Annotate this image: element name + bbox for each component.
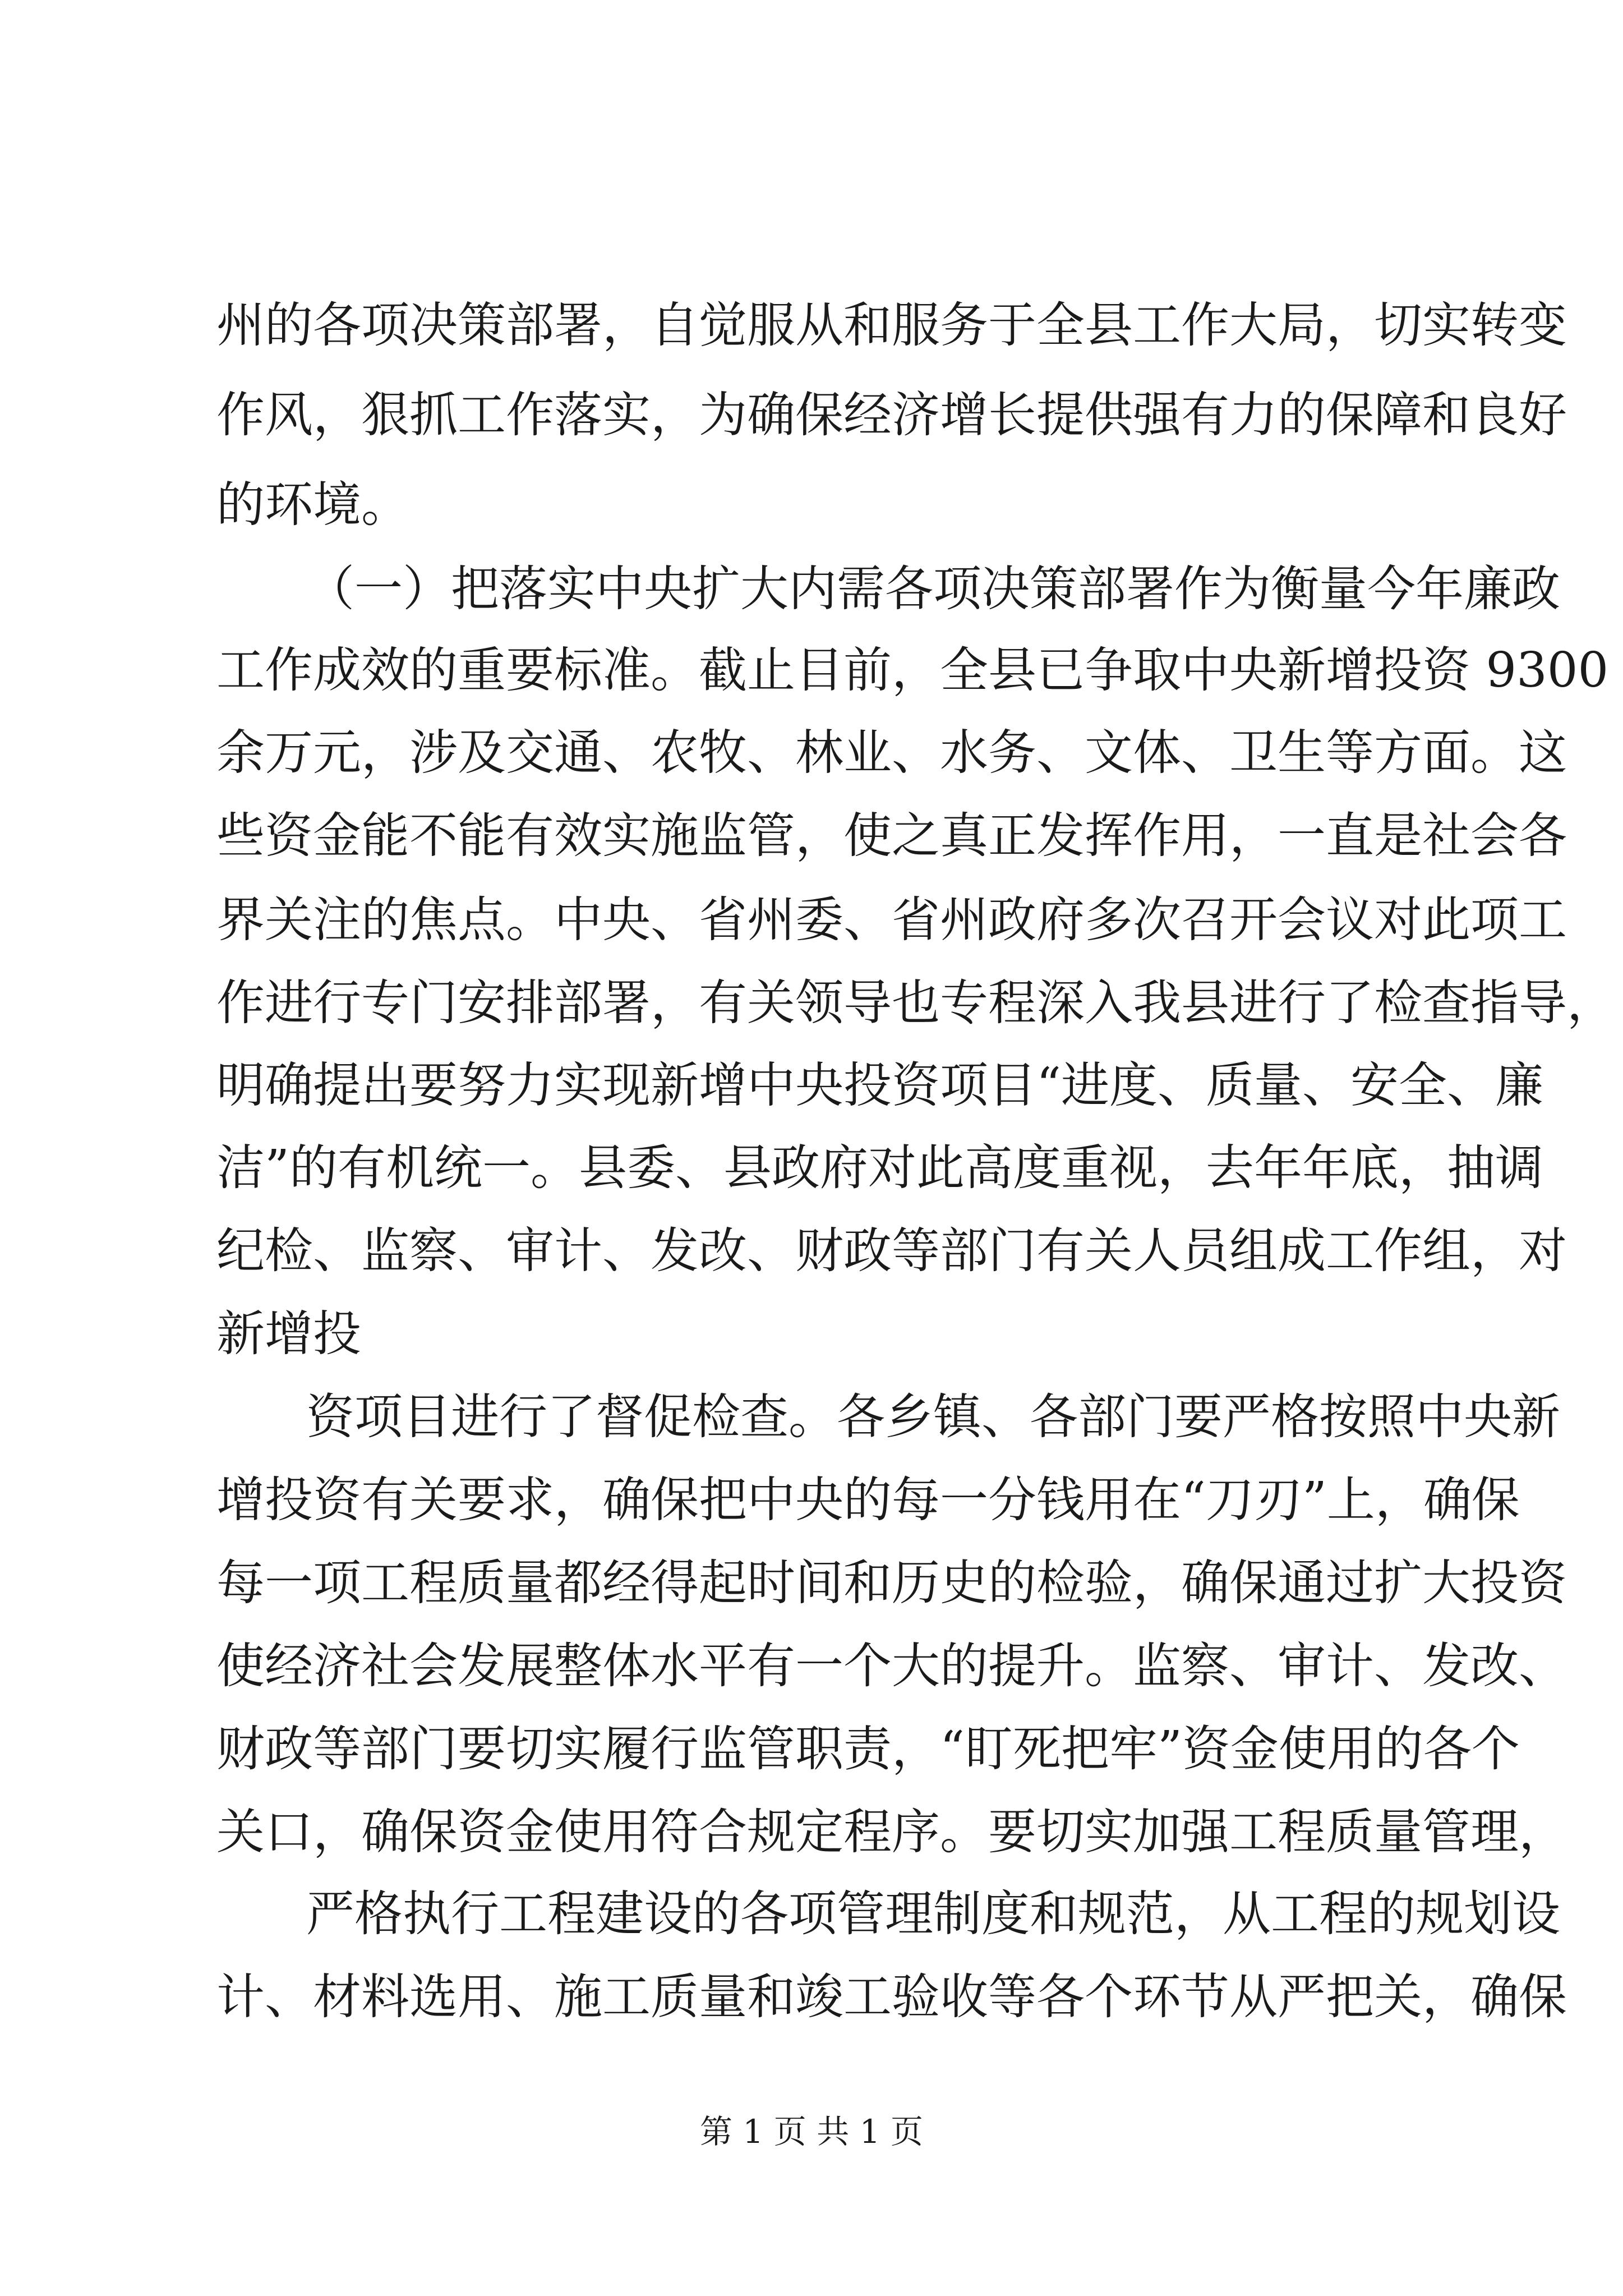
text-line: 界关注的焦点。中央、省州委、省州政府多次召开会议对此项工 — [216, 892, 1567, 948]
text-line: 严格执行工程建设的各项管理制度和规范，从工程的规划设 — [306, 1886, 1560, 1942]
text-line: 作进行专门安排部署，有关领导也专程深入我县进行了检查指导， — [216, 975, 1615, 1031]
text-line: 余万元，涉及交通、农牧、林业、水务、文体、卫生等方面。这 — [216, 725, 1567, 781]
text-line: 使经济社会发展整体水平有一个大的提升。监察、审计、发改、 — [216, 1638, 1567, 1694]
text-line: 工作成效的重要标准。截止目前，全县已争取中央新增投资 9300 — [216, 642, 1609, 698]
text-line: 些资金能不能有效实施监管，使之真正发挥作用，一直是社会各 — [216, 808, 1567, 864]
text-line: 州的各项决策部署，自觉服从和服务于全县工作大局，切实转变 — [216, 297, 1567, 353]
text-line: （一）把落实中央扩大内需各项决策部署作为衡量今年廉政 — [306, 561, 1560, 617]
text-line: 纪检、监察、审计、发改、财政等部门有关人员组成工作组，对 — [216, 1223, 1567, 1279]
text-line: 的环境。 — [216, 477, 409, 533]
text-line: 明确提出要努力实现新增中央投资项目“进度、质量、安全、廉 — [216, 1057, 1543, 1114]
text-line: 计、材料选用、施工质量和竣工验收等各个环节从严把关，确保 — [216, 1969, 1567, 2025]
text-line: 新增投 — [216, 1306, 361, 1362]
text-line: 增投资有关要求，确保把中央的每一分钱用在“刀刃”上，确保 — [216, 1472, 1520, 1528]
text-line: 财政等部门要切实履行监管职责，“盯死把牢”资金使用的各个 — [216, 1721, 1520, 1777]
page-footer: 第 1 页 共 1 页 — [700, 2113, 923, 2151]
text-line: 资项目进行了督促检查。各乡镇、各部门要严格按照中央新 — [306, 1389, 1560, 1445]
text-line: 关口，确保资金使用符合规定程序。要切实加强工程质量管理， — [216, 1804, 1567, 1860]
text-line: 洁”的有机统一。县委、县政府对此高度重视，去年年底，抽调 — [216, 1140, 1543, 1196]
text-line: 作风，狠抓工作落实，为确保经济增长提供强有力的保障和良好 — [216, 387, 1567, 443]
text-line: 每一项工程质量都经得起时间和历史的检验，确保通过扩大投资 — [216, 1555, 1567, 1611]
